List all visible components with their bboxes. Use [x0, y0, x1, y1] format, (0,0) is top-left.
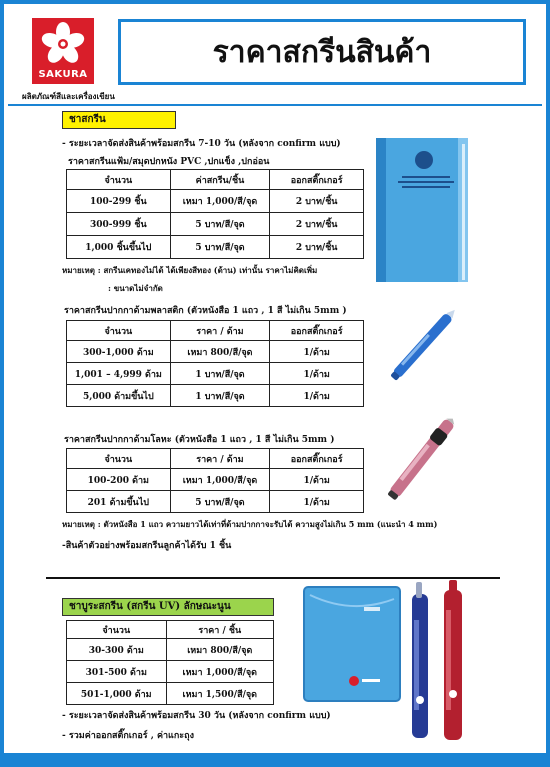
table-cell: 1/ด้าม: [270, 341, 364, 363]
table-row: [67, 213, 364, 236]
table-header-row: [67, 321, 364, 341]
table-cell: 1/ด้าม: [270, 363, 364, 385]
table-row: [67, 363, 364, 385]
table-row: [67, 190, 364, 213]
table-cell: เหมา 800/สี/จุด: [170, 341, 270, 363]
column-header: ออกสติ๊กเกอร์: [270, 170, 364, 190]
header-divider: [8, 104, 542, 106]
table-cell: 501-1,000 ด้าม: [67, 683, 167, 705]
table-cell: 1,000 ชิ้นขึ้นไป: [67, 236, 171, 259]
table-cell: 5 บาท/สี/จุด: [170, 236, 270, 259]
table-cell: 2 บาท/ชิ้น: [270, 190, 364, 213]
logo-text: SAKURA: [38, 69, 88, 80]
plastic-pen-price-table: [66, 320, 364, 407]
table-row: [67, 639, 274, 661]
table-cell: 100-200 ด้าม: [67, 469, 171, 491]
folder-heading: ราคาสกรีนแฟ้ม/สมุดปกหนัง PVC ,ปกแข็ง ,ปกอ่อน: [68, 157, 270, 167]
table-cell: 1/ด้าม: [270, 385, 364, 407]
folder-price-table: [66, 169, 364, 259]
table-cell: 5,000 ด้ามขึ้นไป: [67, 385, 171, 407]
title-box: [118, 19, 526, 85]
table-cell: 2 บาท/ชิ้น: [270, 213, 364, 236]
column-header: จำนวน: [67, 621, 167, 639]
plastic-pen-image: [376, 294, 472, 394]
column-header: จำนวน: [67, 449, 171, 469]
table-cell: 1/ด้าม: [270, 491, 364, 513]
sakura-flower-icon: [40, 21, 86, 67]
metal-pen-image: [372, 402, 472, 514]
table-header-row: [67, 170, 364, 190]
table-header-row: [67, 449, 364, 469]
table-cell: 100-299 ชิ้น: [67, 190, 171, 213]
table-cell: 1 บาท/สี/จุด: [170, 385, 270, 407]
table-cell: เหมา 1,000/สี/จุด: [166, 661, 273, 683]
table-cell: 1/ด้าม: [270, 469, 364, 491]
metal-pen-note: หมายเหตุ : ตัวหนังสือ 1 แถว ความยาวได้เท่าที่ด้ามปากกาจะรับได้ ความสูงไม่เกิน 5 mm (แนะนำ 4 mm): [62, 519, 438, 529]
column-header: ออกสติ๊กเกอร์: [270, 449, 364, 469]
section-label-silkscreen: ชาสกรีน: [62, 111, 176, 129]
uv-included-note: - รวมค่าออกสติ๊กเกอร์ , ค่าแกะถุง: [62, 731, 194, 741]
table-cell: 300-1,000 ด้าม: [67, 341, 171, 363]
table-row: [67, 661, 274, 683]
column-header: ค่าสกรีน/ชิ้น: [170, 170, 270, 190]
table-cell: เหมา 1,000/สี/จุด: [170, 469, 270, 491]
table-cell: 1,001 – 4,999 ด้าม: [67, 363, 171, 385]
table-row: [67, 341, 364, 363]
table-header-row: [67, 621, 274, 639]
table-cell: เหมา 1,500/สี/จุด: [166, 683, 273, 705]
uv-folder-image: [302, 585, 402, 703]
plastic-pen-heading: ราคาสกรีนปากกาด้ามพลาสติก (ตัวหนังสือ 1 แถว , 1 สี ไม่เกิน 5mm ): [64, 306, 347, 316]
section-label-uv: ชาบูระสกรีน (สกรีน UV) ลักษณะนูน: [62, 598, 274, 616]
table-cell: 2 บาท/ชิ้น: [270, 236, 364, 259]
bottom-bar: [0, 753, 550, 767]
sakura-logo: [32, 18, 94, 84]
column-header: จำนวน: [67, 170, 171, 190]
table-row: [67, 385, 364, 407]
pvc-folder-image: [372, 136, 472, 284]
column-header: ราคา / ด้าม: [170, 321, 270, 341]
table-cell: 300-999 ชิ้น: [67, 213, 171, 236]
table-cell: 30-300 ด้าม: [67, 639, 167, 661]
table-row: [67, 469, 364, 491]
uv-price-table: [66, 620, 274, 705]
sample-note: -สินค้าตัวอย่างพร้อมสกรีนลูกค้าได้รับ 1 ชิ้น: [62, 541, 232, 551]
table-cell: เหมา 1,000/สี/จุด: [170, 190, 270, 213]
folder-size-note: : ขนาดไม่จำกัด: [108, 283, 163, 293]
column-header: จำนวน: [67, 321, 171, 341]
table-cell: 201 ด้ามขึ้นไป: [67, 491, 171, 513]
column-header: ราคา / ชิ้น: [166, 621, 273, 639]
uv-pens-image: [404, 580, 474, 744]
table-cell: 301-500 ด้าม: [67, 661, 167, 683]
column-header: ออกสติ๊กเกอร์: [270, 321, 364, 341]
metal-pen-heading: ราคาสกรีนปากกาด้ามโลหะ (ตัวหนังสือ 1 แถว , 1 สี ไม่เกิน 5mm ): [64, 435, 335, 445]
table-cell: 1 บาท/สี/จุด: [170, 363, 270, 385]
uv-lead-time-note: - ระยะเวลาจัดส่งสินค้าพร้อมสกรีน 30 วัน (หลังจาก confirm แบบ): [62, 711, 331, 721]
logo-caption: ผลิตภัณฑ์สีและเครื่องเขียน: [22, 92, 115, 101]
table-cell: 5 บาท/สี/จุด: [170, 213, 270, 236]
metal-pen-price-table: [66, 448, 364, 513]
table-row: [67, 491, 364, 513]
table-row: [67, 683, 274, 705]
table-cell: 5 บาท/สี/จุด: [170, 491, 270, 513]
lead-note: - ระยะเวลาจัดส่งสินค้าพร้อมสกรีน 7-10 วัน (หลังจาก confirm แบบ): [62, 139, 341, 149]
table-cell: เหมา 800/สี/จุด: [166, 639, 273, 661]
table-row: [67, 236, 364, 259]
column-header: ราคา / ด้าม: [170, 449, 270, 469]
folder-note: หมายเหตุ : สกรีนเคทองไม่ได้ ได้เพียงสีทอง (ด้าน) เท่านั้น ราคาไม่คิดเพิ่ม: [62, 265, 318, 275]
page-title: ราคาสกรีนสินค้า: [212, 34, 432, 70]
section-divider: [46, 577, 500, 579]
